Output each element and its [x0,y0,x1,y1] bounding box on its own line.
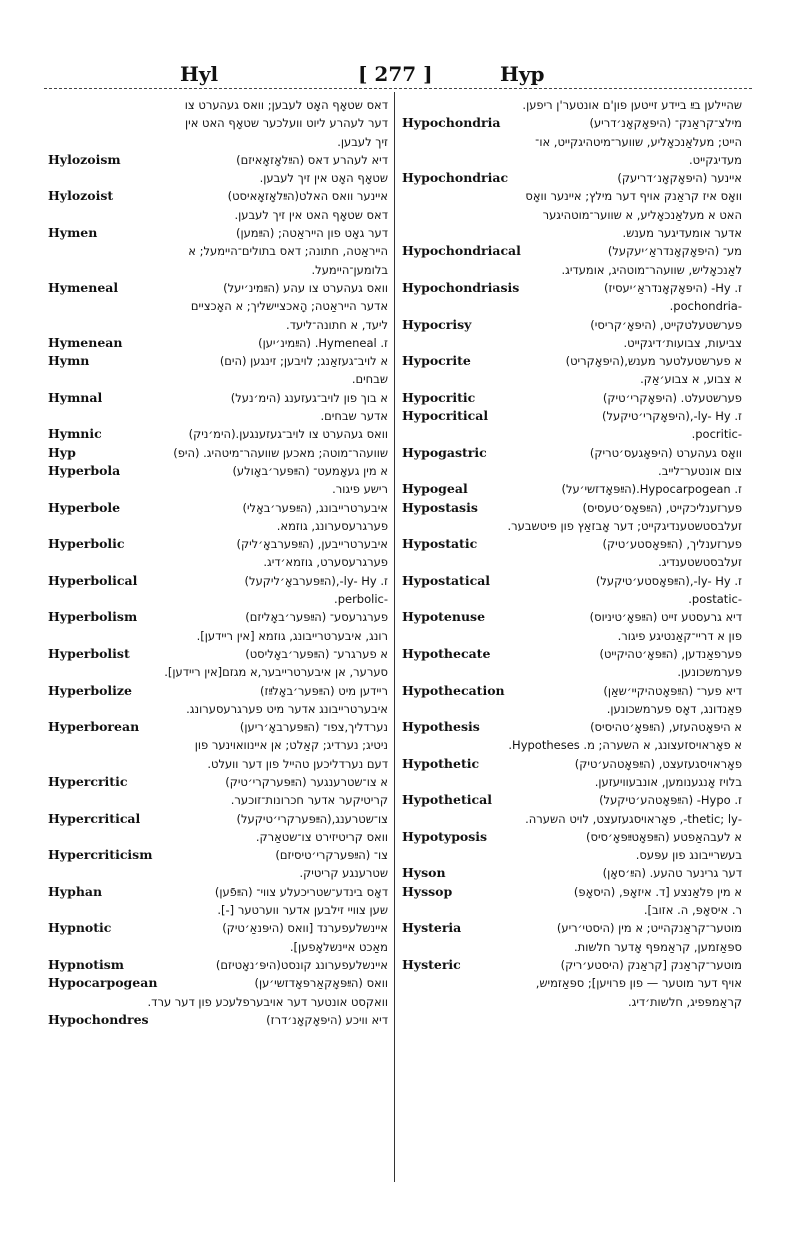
dictionary-entry [48,810,388,828]
definition-line: זעלבסטשטענדיגקייט; דער אָבזאַץ פון פיטשבער. [507,518,742,533]
gloss: צו־ (הײַפּערקרי׳טיסיזם) [275,848,388,863]
headword: Hymn [48,353,90,369]
definition-line: דאס שטאָף האָט לעבען; וואס געהערט צו [184,98,388,112]
definition-line: רונג, איבערטרייבונג, גוזמא [אין ריידען]. [196,628,388,643]
headword: Hysteria [402,920,462,936]
headword: Hypocritical [402,408,489,424]
dictionary-entry [48,919,388,937]
gloss: פאָראויסגעזעצט, (הײַפּאָטהע׳טיק) [574,756,742,771]
dictionary-entry [48,499,388,517]
definition-line: דאס שטאָף האט אין זיך לעבען. [234,207,388,222]
headword: Hypothesis [402,719,480,735]
header-right-guideword: Hyp [500,62,545,86]
definition-line: וואקסט אונטער דער אויבערפלעכע פון דער ערד. [147,994,388,1009]
gloss: וואס געהערט צו עהע (הײַמינ׳יעל) [223,280,388,295]
dictionary-entry [48,1011,388,1029]
headword: Hypocritic [402,389,476,405]
definition-line: שהיילען בײַ ביידע זייטען פון'ם אונטער'ן ריפען. [522,98,742,112]
definition-line: -perbolic. [334,592,388,607]
gloss: ז. ly- Hy-,(הײַפּאָסטע׳טיקעל) [595,573,742,588]
definition-line: בעשרייבונג פון עפּעס. [635,848,742,863]
gloss: א לויב־געזאַנג; לויבען; זינגען (הים) [219,354,388,369]
definition-line: שטרענגע קריטיק. [299,866,388,881]
definition-line: שען צוויי זילבען אדער ווערטער [-]. [217,903,388,918]
headword: Hypostatical [402,572,491,588]
definition-line: רישע פיגור. [332,482,388,497]
gloss: פערזענליכקייט, (הײַפּאָס׳טעסיס) [582,500,742,515]
headword: Hypotyposis [402,828,488,844]
dictionary-entry [402,389,742,407]
headword: Hypnotism [48,956,125,972]
definition-line: איבערטרייבונג אדער מיט פערגרעסערונג. [186,701,388,716]
dictionary-entry [402,316,742,334]
headword: Hymeneal [48,279,119,295]
headword: Hypochondria [402,115,501,131]
headword: Hypogastric [402,444,487,460]
dictionary-entry [48,444,388,462]
headword: Hypnotic [48,920,112,936]
definition-line: בלומען־היימעל. [311,262,388,277]
dictionary-entry [402,864,742,882]
dictionary-entry [48,151,388,169]
definition-line: אדער אומעדיגער מענש. [622,226,742,241]
gloss: פערשטעלטקייט, (היפּאָ׳קריסי) [590,317,742,332]
definition-line: א צבוע, א צבוע׳אַק. [640,372,742,387]
definition-line: ניטיג; נערדיג; קאַלט; אן איינוואוינער פון [194,738,388,753]
gloss: איינשלעפערנד [וואס (היפּנאַ׳טיק) [222,921,388,936]
definition-line: בלויז אָנגענומען, אונבעוויעזען. [594,774,742,789]
headword: Hypogeal [402,481,468,497]
headword: Hysteric [402,956,461,972]
dictionary-entry [402,352,742,370]
dictionary-entry [402,499,742,517]
headword: Hypochondriacal [402,243,521,259]
definition-line: אויף דער מוטער — פון פרויען]; ספּאַזמיש, [535,976,742,991]
dictionary-entry [48,682,388,700]
dictionary-entry [48,645,388,663]
definition-line: זיך לעבען. [337,134,388,149]
headword: Hypercritic [48,773,128,789]
gloss: וואס (הײַפּאָקאַרפּאָדזשי׳ען) [254,976,388,991]
definition-line: וואס קריטיזירט צו־שטאַרק. [255,829,388,844]
dictionary-entry [402,828,742,846]
gloss: א צו־שטרענגער (הײַפּערקרי׳טיק) [225,774,388,789]
gloss: פערזענליך, (הײַפּאָסטע׳טיק) [602,537,742,552]
dictionary-entry [402,535,742,553]
definition-line: פערגרעסערט, גוזמא׳דיג. [263,555,388,570]
dictionary-entry [402,279,742,297]
gloss: א בוך פון לויב־געזענג (הימ׳נעל) [230,390,388,405]
header-left-guideword: Hyl [180,62,219,86]
headword: Hypochondriac [402,170,509,186]
headword: Hymnal [48,389,103,405]
definition-line: קראַמפּפיג, חלשות׳דיג. [627,994,742,1009]
gloss: דער גרינער טהעע. (הײַ׳סאָן) [602,866,742,881]
dictionary-entry [48,718,388,736]
dictionary-entry [402,883,742,901]
headword: Hypochondres [48,1011,149,1027]
headword: Hyson [402,865,446,881]
gloss: נערדליך,צפו־ (הײַפּערבאָ׳ריען) [239,720,388,735]
gloss: א פערשטעלטער מענש,(היפּאָקריט) [565,354,742,369]
definition-line: וואָס איז קראַנק אויף דער מילץ; איינער וואָס [525,189,742,204]
headword: Hylozoism [48,151,121,167]
definition-line: הייראַטה, חתונה; דאס בתולים־היימעל; א [188,244,388,259]
definition-line: מעדיגקייט. [688,152,742,167]
headword: Hyp [48,444,76,460]
headword: Hyperbolism [48,609,138,625]
gloss: דיא גרעסטע זייט (הײַפּאָ׳טיניוס) [589,610,742,625]
headword: Hypocrite [402,353,471,369]
headword: Hypothecate [402,645,491,661]
definition-line: דעם נערדליכען טהייל פון דער וועלט. [207,756,388,771]
dictionary-entry [48,883,388,901]
definition-line: ליעד, א חתונה־ליעד. [286,317,388,332]
definition-line: א פאָראויסזעצונג, א השערה; מ. Hypotheses. [508,738,742,753]
headword: Hyperbolic [48,536,125,552]
gloss: מוטער־קראַנק [קראַנק (היסטע׳ריק) [560,957,742,972]
dictionary-entry [48,462,388,480]
gloss: א מין געאָמעט־ (הײַפּער׳באָולע) [232,463,388,478]
dictionary-entry [48,425,388,443]
headword: Hyperbolical [48,572,138,588]
gloss: דיא פער־ (הײַפּאָטהיקיי׳שאַן) [603,683,742,698]
definition-line: הייט; מעלאַנכאָליע, שווער־מיטהיגקייט, או־ [535,134,742,149]
gloss: דיא לעהרע דאס (הײַלאָזאָאיזם) [236,152,388,167]
definition-line: אדער שבחים. [320,409,388,424]
definition-line: פערגרעסערונג, גוזמא. [276,518,388,533]
dictionary-entry [402,791,742,809]
header-rule [44,88,752,89]
gloss: צו־שטרענג,(הײַפּערקרי׳טיקעל) [236,811,388,826]
headword: Hyperborean [48,719,140,735]
gloss: דאָס בינדע־שטריכעלע צווי־ (הײַפֿען) [214,884,388,899]
dictionary-entry [402,242,742,260]
column-divider [394,92,395,1182]
headword: Hypercriticism [48,847,153,863]
dictionary-entry [48,608,388,626]
headword: Hymnic [48,426,102,442]
gloss: א מין פלאַנצע [ד. איזאָפּ, (היסאָפּ) [573,884,742,899]
gloss: דיא וויכע (היפּאָקאָנ׳דרז) [266,1012,388,1027]
gloss: ז. Hypocarpogean.(הײַפּאָדזשי׳על) [561,482,742,497]
headword: Hyperbola [48,462,121,478]
dictionary-entry [48,334,388,352]
gloss: א לעבהאַפטע (הײַפּאָטײַפּאָ׳סיס) [586,829,742,844]
headword: Hylozoist [48,188,114,204]
definition-line: ר. איסאָפּ, ה. אזוב]. [643,903,742,918]
headword: Hypotenuse [402,609,486,625]
gloss: וואָס געהערט (היפּאָגעס׳טריק) [589,445,742,460]
definition-line: שטאָף האָט אין זיך לעבען. [259,171,388,186]
headword: Hypercritical [48,810,141,826]
dictionary-entry [48,535,388,553]
definition-line: ספּאַזמען, קראַמפּף אָדער חלשות. [574,939,742,954]
gloss: פערשטעלט. (היפּאָקרי׳טיק) [602,390,742,405]
headword: Hypothetic [402,755,480,771]
dictionary-entry [48,773,388,791]
dictionary-entry [402,645,742,663]
headword: Hypostasis [402,499,478,515]
definition-line: זעלבסטשטענדיג. [658,555,742,570]
definition-line: -pochondria. [669,299,742,314]
dictionary-entry [48,279,388,297]
definition-line: אדער הייראַטה; הָאכציישליך; א האָכציים [190,299,388,314]
dictionary-entry [402,114,742,132]
right-column [402,96,742,1011]
dictionary-entry [48,224,388,242]
dictionary-entry [402,572,742,590]
dictionary-entry [402,919,742,937]
dictionary-entry [402,407,742,425]
definition-line: שבחים. [351,372,388,387]
dictionary-entry [402,608,742,626]
gloss: מע־ (היפּאָקאָנדראַ׳יעקעל) [607,244,742,259]
headword: Hypothetical [402,792,492,808]
gloss: איינער וואס האלט(הײַלאָזאָאיסט) [227,189,388,204]
gloss: איבערטרייבען, (הײַפּערבאָ׳ליק) [236,537,388,552]
gloss: ז. ly- Hy-,(הײַפּערבאָ׳ליקעל) [244,573,388,588]
headword: Hypocrisy [402,316,472,332]
gloss: ז. Hypo- (הײַפּאָטהע׳טיקעל) [599,793,742,808]
dictionary-entry [48,974,388,992]
gloss: איינער (היפּאָקאָנ׳דריעק) [617,171,742,186]
headword: Hypocarpogean [48,975,158,991]
dictionary-entry [402,444,742,462]
dictionary-entry [402,169,742,187]
gloss: מוטער־קראַנקהייט; א מין (היסטי׳ריע) [556,921,742,936]
dictionary-entry [48,389,388,407]
left-column [48,96,388,1029]
gloss: איינשלעפערונג קונסט(היפּ׳נאָטיזם) [215,957,388,972]
dictionary-entry [402,682,742,700]
gloss: א פערגרע־ (הײַפּער׳באָליסט) [245,646,388,661]
gloss: ריידען מיט (הײַפּער׳באָלײַז) [260,683,388,698]
headword: Hyphan [48,883,103,899]
gloss: מילצ־קראַנק־ (היפּאָקאָנ׳דריע) [589,116,742,131]
definition-line: לאַנכאָליש, שוועהר־מוטהיג, אומעדיג. [561,262,742,277]
page-header [40,58,750,88]
definition-line: -thetic; ly-, פאָראויסגעזעצט, לויט השערה. [525,811,742,826]
dictionary-entry [402,718,742,736]
dictionary-entry [48,572,388,590]
headword: Hyssop [402,883,453,899]
gloss: פערפאַנדען, (הײַפּאָ׳טהיקייט) [599,646,742,661]
definition-line: סערער, אן איבערטרייבער,א מגזם[אין ריידען]. [164,665,388,680]
gloss: פערגרעסע־ (הײַפּער׳באָליזם) [245,610,388,625]
gloss: ז. ly- Hy-,(היפּאָקרי׳טיקעל) [601,409,742,424]
gloss: א היפּאָטהעזע, (הײַפּאָ׳טהיסיס) [590,720,742,735]
definition-line: דער לעהרע ליוט וועלכער שטאָף האט אין [184,116,388,131]
dictionary-entry [402,956,742,974]
headword: Hyperbolist [48,645,130,661]
definition-line: מאַכט איינשלאָפען]. [289,939,388,954]
headword: Hypothecation [402,682,505,698]
dictionary-entry [48,187,388,205]
definition-line: פאַנדונג, דאָס פערמשכונען. [606,701,742,716]
gloss: וואס געהערט צו לויב־געזענגען.(הימ׳ניק) [188,427,388,442]
gloss: דער גאָט פון הייראַטה; (הײַמען) [235,226,388,241]
page-number: [ 277 ] [358,62,433,86]
gloss: איבערטרייבונג, (הײַפּער׳באָלי) [242,500,388,515]
definition-line: -postatic. [688,592,742,607]
gloss: ז. Hy- (היפּאָקאָנדראַ׳יעסיז) [604,280,742,295]
headword: Hypostatic [402,536,478,552]
dictionary-entry [48,956,388,974]
definition-line: האט א מעלאַנכאָליע, א שווער־מוטהיגער [542,207,742,222]
dictionary-entry [402,755,742,773]
headword: Hymenean [48,334,123,350]
definition-line: -pocritic. [691,427,742,442]
definition-line: קריטיקער אדער חכרונות־זוכער. [230,793,388,808]
headword: Hypochondriasis [402,279,520,295]
headword: Hyperbole [48,499,121,515]
definition-line: פערמשכונען. [677,665,742,680]
gloss: שוועהר־מוטה; מאכען שוועהר־מיטהיג. (היפ) [173,445,388,460]
dictionary-entry [48,352,388,370]
dictionary-entry [402,480,742,498]
definition-line: פון א דריי־קאַנטיגע פיגור. [617,628,742,643]
dictionary-entry [48,846,388,864]
headword: Hyperbolize [48,682,132,698]
gloss: ז. Hymeneal. (הײַמינ׳יען) [258,335,388,350]
headword: Hymen [48,225,98,241]
definition-line: צום אונטער־לייב. [658,463,742,478]
definition-line: צביעות, צבועות׳דיגקייט. [623,335,742,350]
